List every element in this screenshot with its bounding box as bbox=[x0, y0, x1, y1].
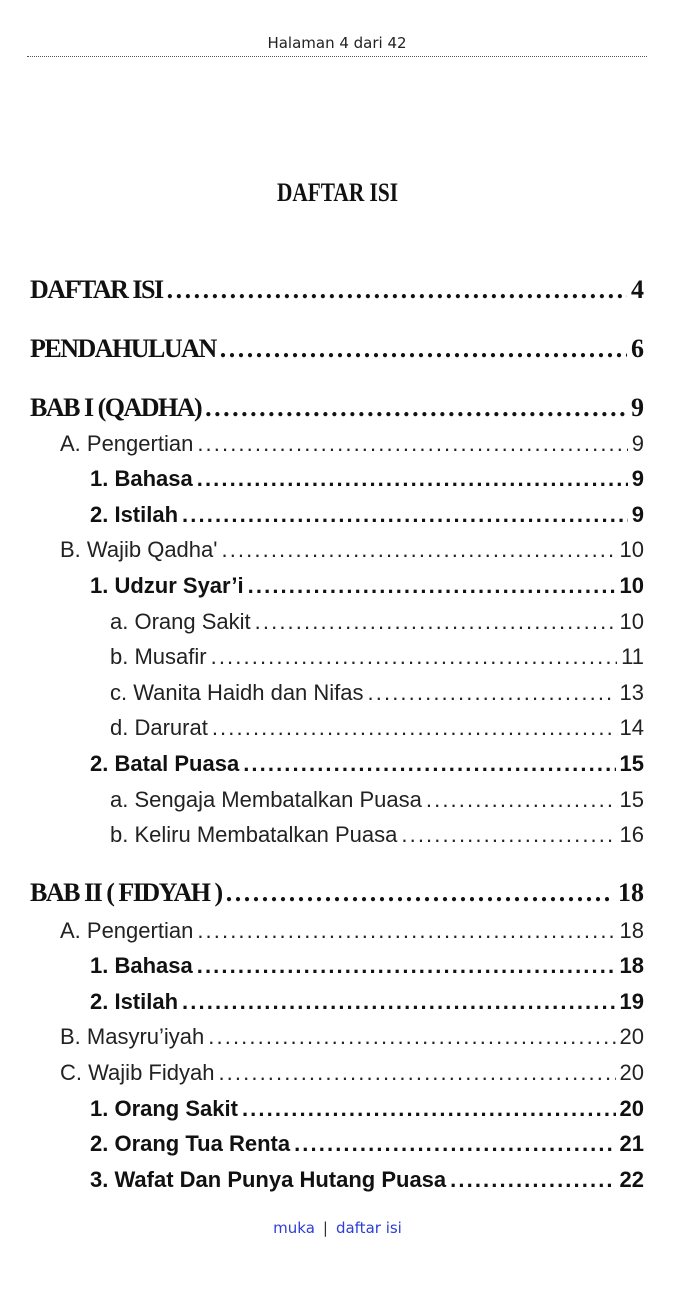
toc-entry-section[interactable] bbox=[60, 427, 644, 461]
toc-entry-daftar-isi[interactable] bbox=[30, 270, 644, 310]
toc-entry-label: 1. Bahasa bbox=[90, 466, 193, 491]
toc-entry-section[interactable] bbox=[60, 1020, 644, 1054]
toc-entry-page: 10 bbox=[619, 609, 644, 634]
toc-entry-page: 9 bbox=[631, 431, 644, 456]
toc-entry-label: B. Wajib Qadha' bbox=[60, 537, 218, 562]
toc-entry-label: 2. Orang Tua Renta bbox=[90, 1131, 291, 1156]
toc-entry-page: 19 bbox=[619, 989, 644, 1014]
toc-entry-label: b. Musafir bbox=[110, 644, 207, 669]
toc-entry-page: 15 bbox=[619, 787, 644, 812]
toc-entry-bab-1[interactable] bbox=[30, 388, 644, 428]
toc-entry-label: 1. Orang Sakit bbox=[90, 1096, 238, 1121]
home-link[interactable]: muka bbox=[273, 1219, 315, 1237]
toc-entry-page: 6 bbox=[631, 334, 644, 363]
toc-entry-page: 4 bbox=[631, 275, 644, 304]
toc-entry-page: 11 bbox=[621, 644, 644, 669]
toc-entry-label: 2. Batal Puasa bbox=[90, 751, 240, 776]
toc-entry-page: 20 bbox=[619, 1060, 644, 1085]
toc-entry-label: a. Sengaja Membatalkan Puasa bbox=[110, 787, 422, 812]
toc-entry-page: 18 bbox=[619, 918, 644, 943]
toc-entry-subsection[interactable] bbox=[90, 949, 644, 983]
toc-entry-subsection[interactable] bbox=[90, 569, 644, 603]
toc-entry-label: C. Wajib Fidyah bbox=[60, 1060, 215, 1085]
document-title: DAFTAR ISI bbox=[276, 178, 399, 207]
toc-entry-page: 20 bbox=[619, 1096, 644, 1121]
toc-entry-page: 20 bbox=[619, 1024, 644, 1049]
toc-entry-label: B. Masyru’iyah bbox=[60, 1024, 205, 1049]
toc-entry-page: 9 bbox=[631, 502, 644, 527]
toc-entry-label: A. Pengertian bbox=[60, 918, 194, 943]
toc-entry-page: 22 bbox=[619, 1167, 644, 1192]
toc-entry-section[interactable] bbox=[60, 533, 644, 567]
toc-entry-subsection[interactable] bbox=[90, 1127, 644, 1161]
toc-entry-page: 16 bbox=[619, 822, 644, 847]
toc-entry-page: 18 bbox=[619, 953, 644, 978]
toc-entry-section[interactable] bbox=[60, 914, 644, 948]
toc-entry-item[interactable] bbox=[110, 818, 644, 852]
toc-entry-page: 18 bbox=[618, 878, 644, 907]
toc-entry-page: 10 bbox=[619, 537, 644, 562]
toc-entry-subsection[interactable] bbox=[90, 747, 644, 781]
toc-entry-page: 10 bbox=[619, 573, 644, 598]
toc-entry-page: 13 bbox=[619, 680, 644, 705]
page-indicator: Halaman 4 dari 42 bbox=[267, 34, 407, 52]
toc-entry-subsection[interactable] bbox=[90, 1163, 644, 1197]
toc-entry-item[interactable] bbox=[110, 711, 644, 745]
toc-entry-item[interactable] bbox=[110, 605, 644, 639]
page-footer bbox=[0, 1216, 675, 1240]
toc-entry-page: 15 bbox=[619, 751, 644, 776]
toc-entry-label: DAFTAR ISI bbox=[30, 275, 163, 304]
toc-entry-page: 21 bbox=[619, 1131, 644, 1156]
toc-entry-label: a. Orang Sakit bbox=[110, 609, 251, 634]
toc-entry-subsection[interactable] bbox=[90, 498, 644, 532]
toc-entry-pendahuluan[interactable] bbox=[30, 329, 644, 369]
toc-entry-subsection[interactable] bbox=[90, 462, 644, 496]
toc-entry-item[interactable] bbox=[110, 676, 644, 710]
toc-entry-item[interactable] bbox=[110, 640, 644, 674]
toc-entry-item[interactable] bbox=[110, 783, 644, 817]
toc-entry-bab-2[interactable] bbox=[30, 873, 644, 913]
toc-entry-page: 9 bbox=[631, 393, 644, 422]
toc-link[interactable]: daftar isi bbox=[335, 1219, 402, 1237]
toc-entry-label: PENDAHULUAN bbox=[30, 334, 216, 363]
toc-entry-label: A. Pengertian bbox=[60, 431, 194, 456]
toc-entry-label: BAB I (QADHA) bbox=[30, 393, 202, 422]
toc-entry-section[interactable] bbox=[60, 1056, 644, 1090]
toc-entry-label: 1. Bahasa bbox=[90, 953, 193, 978]
toc-entry-subsection[interactable] bbox=[90, 1092, 644, 1126]
toc-entry-label: BAB II ( FIDYAH ) bbox=[30, 878, 222, 907]
toc-entry-label: 2. Istilah bbox=[90, 502, 179, 527]
toc-entry-label: c. Wanita Haidh dan Nifas bbox=[110, 680, 364, 705]
footer-separator: | bbox=[322, 1219, 328, 1237]
toc-entry-label: 2. Istilah bbox=[90, 989, 179, 1014]
toc-entry-label: b. Keliru Membatalkan Puasa bbox=[110, 822, 398, 847]
toc-entry-label: 3. Wafat Dan Punya Hutang Puasa bbox=[90, 1167, 447, 1192]
toc-entry-page: 9 bbox=[631, 466, 644, 491]
toc-entry-label: 1. Udzur Syar’i bbox=[90, 573, 244, 598]
toc-entry-page: 14 bbox=[619, 715, 644, 740]
toc-entry-subsection[interactable] bbox=[90, 985, 644, 1019]
toc-entry-label: d. Darurat bbox=[110, 715, 208, 740]
